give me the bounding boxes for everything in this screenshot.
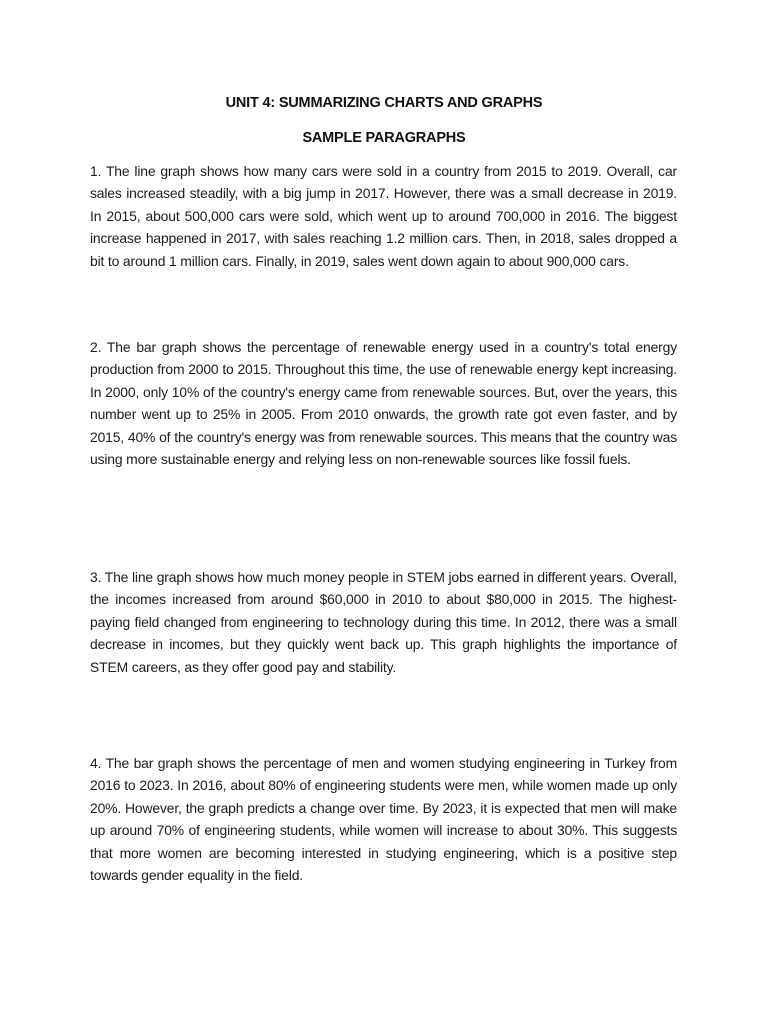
paragraph-engineering-gender: 4. The bar graph shows the percentage of men and women studying engineering in Turkey from 2016 to 2023. In 2016, about 80% of engineering students were men, while women made up only 20%. However, the graph predicts a change over time. By 2023, it is expected that men will make up around 70% of engineering students, while women will increase to about 30%. This suggests that more women are becoming interested in studying engineering, which is a positive step towards gender equality in the field. <box>90 755 677 884</box>
document-title: UNIT 4: SUMMARIZING CHARTS AND GRAPHS <box>225 95 543 111</box>
paragraph-renewable-energy: 2. The bar graph shows the percentage of renewable energy used in a country's total energy production from 2000 to 2015. Throughout this time, the use of renewable energy kept increasing. In 2000, only 10% of the country's energy came from renewable sources. But, over the years, this number went up to 25% in 2005. From 2010 onwards, the growth rate got even faster, and by 2015, 40% of the country's energy was from renewable sources. This means that the country was using more sustainable energy and relying less on non-renewable sources like fossil fuels. <box>90 339 677 468</box>
paragraph-car-sales: 1. The line graph shows how many cars were sold in a country from 2015 to 2019. Overall, car sales increased steadily, with a big jump in 2017. However, there was a small decrease in 2019. In 2015, about 500,000 cars were sold, which went up to around 700,000 in 2016. The biggest increase happened in 2017, with sales reaching 1.2 million cars. Then, in 2018, sales dropped a bit to around 1 million cars. Finally, in 2019, sales went down again to about 900,000 cars. <box>90 163 677 269</box>
paragraph-stem-incomes: 3. The line graph shows how much money people in STEM jobs earned in different years. Overall, the incomes increased from around $60,000 in 2010 to about $80,000 in 2015. The highest-paying field changed from engineering to technology during this time. In 2012, there was a small decrease in incomes, but they quickly went back up. This graph highlights the importance of STEM careers, as they offer good pay and stability. <box>90 569 677 675</box>
document-subtitle: SAMPLE PARAGRAPHS <box>302 130 466 146</box>
